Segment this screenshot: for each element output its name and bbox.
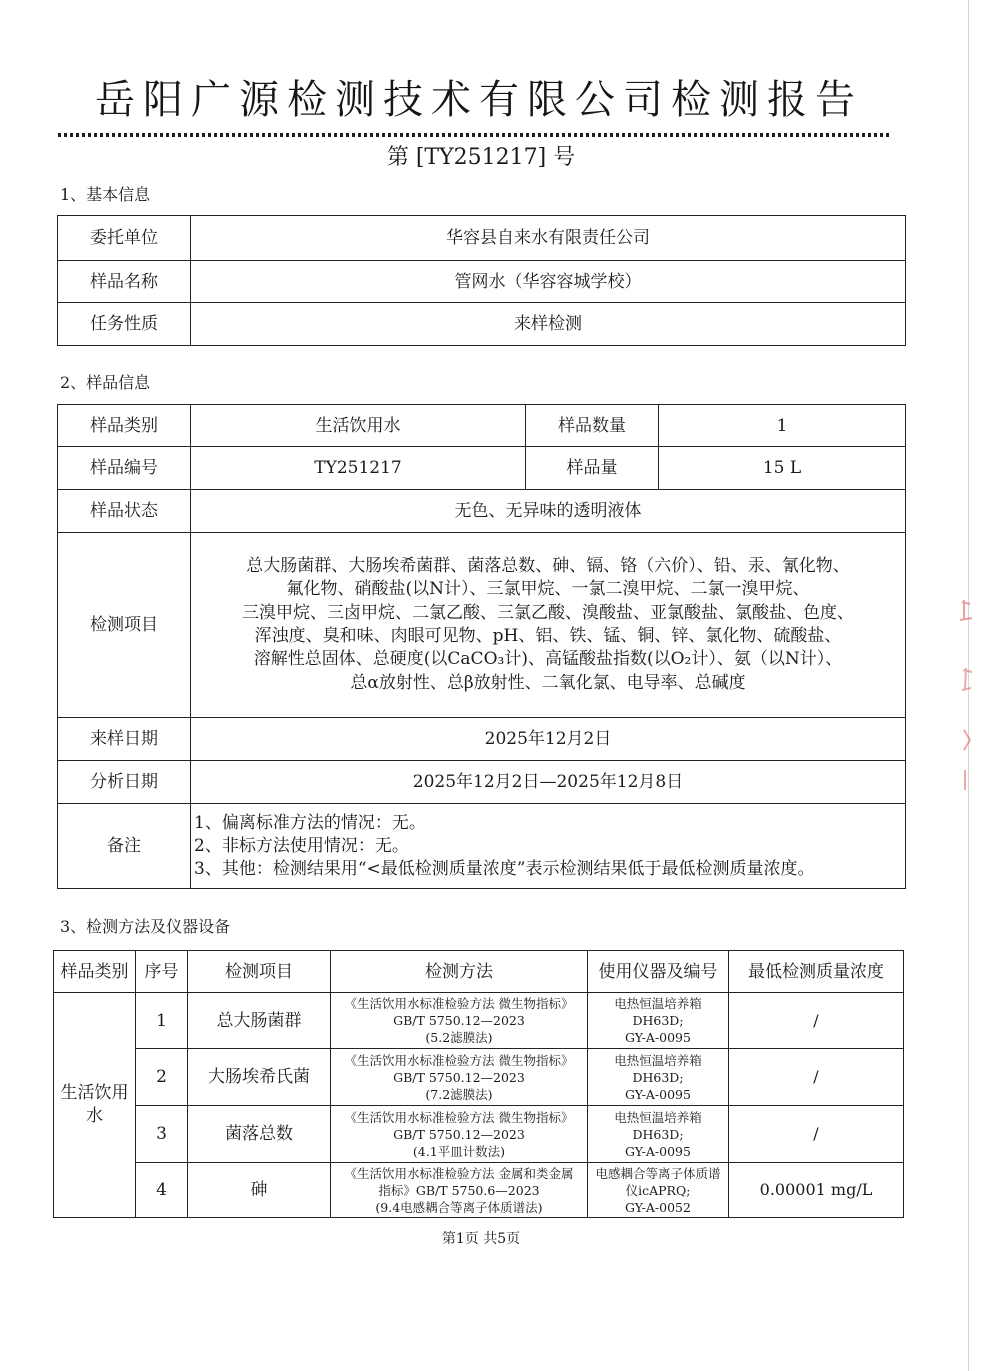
table-row <box>54 1163 904 1218</box>
header-min-concentration: 最低检测质量浓度 <box>729 951 904 993</box>
instrument-line: DH63D; <box>632 1013 684 1028</box>
method-line: 《生活饮用水标准检验方法 微生物指标》 <box>344 996 574 1011</box>
remarks-value <box>191 804 906 889</box>
test-items-line: 总大肠菌群、大肠埃希菌群、菌落总数、砷、镉、铬（六价）、铅、汞、氰化物、 <box>246 555 850 576</box>
row-no: 1 <box>136 993 188 1049</box>
row-no: 3 <box>136 1106 188 1163</box>
instrument-line: GY-A-0052 <box>625 1199 691 1215</box>
instrument-line: GY-A-0095 <box>625 1086 691 1102</box>
header-test-item: 检测项目 <box>188 951 331 993</box>
method-line: 指标》GB/T 5750.6—2023 <box>378 1182 540 1198</box>
row-min-concentration: / <box>729 1106 904 1163</box>
basic-info-table <box>57 215 906 346</box>
report-title: 岳阳广源检测技术有限公司检测报告 <box>95 77 863 123</box>
table-row <box>54 1049 904 1106</box>
row-instrument <box>588 993 729 1049</box>
method-line: (9.4电感耦合等离子体质谱法) <box>375 1199 543 1215</box>
analysis-date-label: 分析日期 <box>58 761 191 804</box>
row-instrument <box>588 1049 729 1106</box>
received-date-label: 来样日期 <box>58 718 191 761</box>
instrument-line: 电热恒温培养箱 <box>614 1052 702 1068</box>
task-type-label: 任务性质 <box>58 303 191 346</box>
analysis-date-value: 2025年12月2日—2025年12月8日 <box>191 761 906 804</box>
table-row <box>58 303 906 346</box>
instrument-line: 仪icAPRQ; <box>625 1182 691 1198</box>
table-row <box>58 490 906 533</box>
method-line: 《生活饮用水标准检验方法 微生物指标》 <box>344 1109 574 1125</box>
sample-count-label: 样品数量 <box>526 405 659 447</box>
instrument-line: 电热恒温培养箱 <box>614 996 702 1011</box>
test-items-label: 检测项目 <box>58 533 191 718</box>
remark-line: 2、非标方法使用情况：无。 <box>194 835 409 856</box>
method-line: GB/T 5750.12—2023 <box>393 1013 525 1028</box>
method-line: 《生活饮用水标准检验方法 金属和类金属 <box>344 1165 574 1181</box>
table-row <box>58 447 906 490</box>
row-method <box>331 1106 588 1163</box>
sample-category-value: 生活饮用水 <box>191 405 526 447</box>
sample-amount-label: 样品量 <box>526 447 659 490</box>
sample-name-value: 管网水（华容容城学校） <box>191 261 906 303</box>
row-no: 2 <box>136 1049 188 1106</box>
table-row <box>58 718 906 761</box>
test-items-line: 三溴甲烷、三卤甲烷、二氯乙酸、三氯乙酸、溴酸盐、亚氯酸盐、氯酸盐、色度、 <box>242 602 854 623</box>
methods-table <box>53 950 904 1218</box>
table-row <box>58 216 906 261</box>
method-line: GB/T 5750.12—2023 <box>393 1126 525 1142</box>
sample-id-label: 样品编号 <box>58 447 191 490</box>
instrument-line: 电感耦合等离子体质谱 <box>595 1165 721 1181</box>
sample-state-label: 样品状态 <box>58 490 191 533</box>
test-items-line: 浑浊度、臭和味、肉眼可见物、pH、铝、铁、锰、铜、锌、氯化物、硫酸盐、 <box>254 626 842 646</box>
seal-fragment <box>950 590 980 800</box>
received-date-value: 2025年12月2日 <box>191 718 906 761</box>
instrument-line: GY-A-0095 <box>625 1030 691 1045</box>
table-row <box>58 261 906 303</box>
header-instrument: 使用仪器及编号 <box>588 951 729 993</box>
row-test-item: 大肠埃希氏菌 <box>188 1049 331 1106</box>
section-basic-info-heading: 1、基本信息 <box>60 185 151 204</box>
method-line: (4.1平皿计数法) <box>412 1143 506 1159</box>
section-sample-info-heading: 2、样品信息 <box>60 373 151 392</box>
table-row <box>54 993 904 1049</box>
row-test-item: 菌落总数 <box>188 1106 331 1163</box>
table-row <box>54 1106 904 1163</box>
remark-line: 3、其他：检测结果用“<最低检测质量浓度”表示检测结果低于最低检测质量浓度。 <box>194 858 815 879</box>
test-items-value <box>191 533 906 718</box>
row-test-item: 总大肠菌群 <box>188 993 331 1049</box>
row-instrument <box>588 1106 729 1163</box>
row-method <box>331 993 588 1049</box>
sample-category-cell: 生活饮用水 <box>54 993 136 1218</box>
table-row <box>58 405 906 447</box>
task-type-value: 来样检测 <box>191 303 906 346</box>
row-instrument <box>588 1163 729 1218</box>
method-line: (5.2滤膜法) <box>425 1030 493 1045</box>
report-number: 第 [TY251217] 号 <box>386 145 576 170</box>
header-sample-category: 样品类别 <box>54 951 136 993</box>
row-min-concentration: / <box>729 993 904 1049</box>
instrument-line: 电热恒温培养箱 <box>614 1109 702 1125</box>
row-no: 4 <box>136 1163 188 1218</box>
test-items-line: 氟化物、硝酸盐(以N计）、三氯甲烷、一氯二溴甲烷、二氯一溴甲烷、 <box>286 579 810 600</box>
section-methods-heading: 3、检测方法及仪器设备 <box>60 917 231 936</box>
remark-line: 1、偏离标准方法的情况：无。 <box>194 812 426 833</box>
sample-name-label: 样品名称 <box>58 261 191 303</box>
sample-id-value: TY251217 <box>191 447 526 490</box>
client-label: 委托单位 <box>58 216 191 261</box>
remarks-label: 备注 <box>58 804 191 889</box>
client-value: 华容县自来水有限责任公司 <box>191 216 906 261</box>
row-method <box>331 1049 588 1106</box>
title-dotted-divider <box>58 133 890 137</box>
instrument-line: DH63D; <box>632 1126 684 1142</box>
row-min-concentration: 0.00001 mg/L <box>729 1163 904 1218</box>
sample-info-table <box>57 404 906 889</box>
table-row <box>58 533 906 718</box>
table-row <box>58 804 906 889</box>
header-no: 序号 <box>136 951 188 993</box>
instrument-line: DH63D; <box>632 1069 684 1085</box>
method-line: 《生活饮用水标准检验方法 微生物指标》 <box>344 1052 574 1068</box>
table-header-row <box>54 951 904 993</box>
method-line: GB/T 5750.12—2023 <box>393 1069 525 1085</box>
sample-amount-value: 15 L <box>659 447 906 490</box>
header-method: 检测方法 <box>331 951 588 993</box>
sample-count-value: 1 <box>659 405 906 447</box>
instrument-line: GY-A-0095 <box>625 1143 691 1159</box>
test-items-line: 溶解性总固体、总硬度(以CaCO₃计)、高锰酸盐指数(以O₂计）、氨（以N计）、 <box>253 649 843 670</box>
table-row <box>58 761 906 804</box>
row-min-concentration: / <box>729 1049 904 1106</box>
test-items-line: 总α放射性、总β放射性、二氧化氯、电导率、总碱度 <box>350 672 746 693</box>
row-method <box>331 1163 588 1218</box>
sample-category-label: 样品类别 <box>58 405 191 447</box>
page-footer: 第1页 共5页 <box>441 1231 521 1247</box>
sample-state-value: 无色、无异味的透明液体 <box>191 490 906 533</box>
method-line: (7.2滤膜法) <box>425 1086 493 1102</box>
row-test-item: 砷 <box>188 1163 331 1218</box>
